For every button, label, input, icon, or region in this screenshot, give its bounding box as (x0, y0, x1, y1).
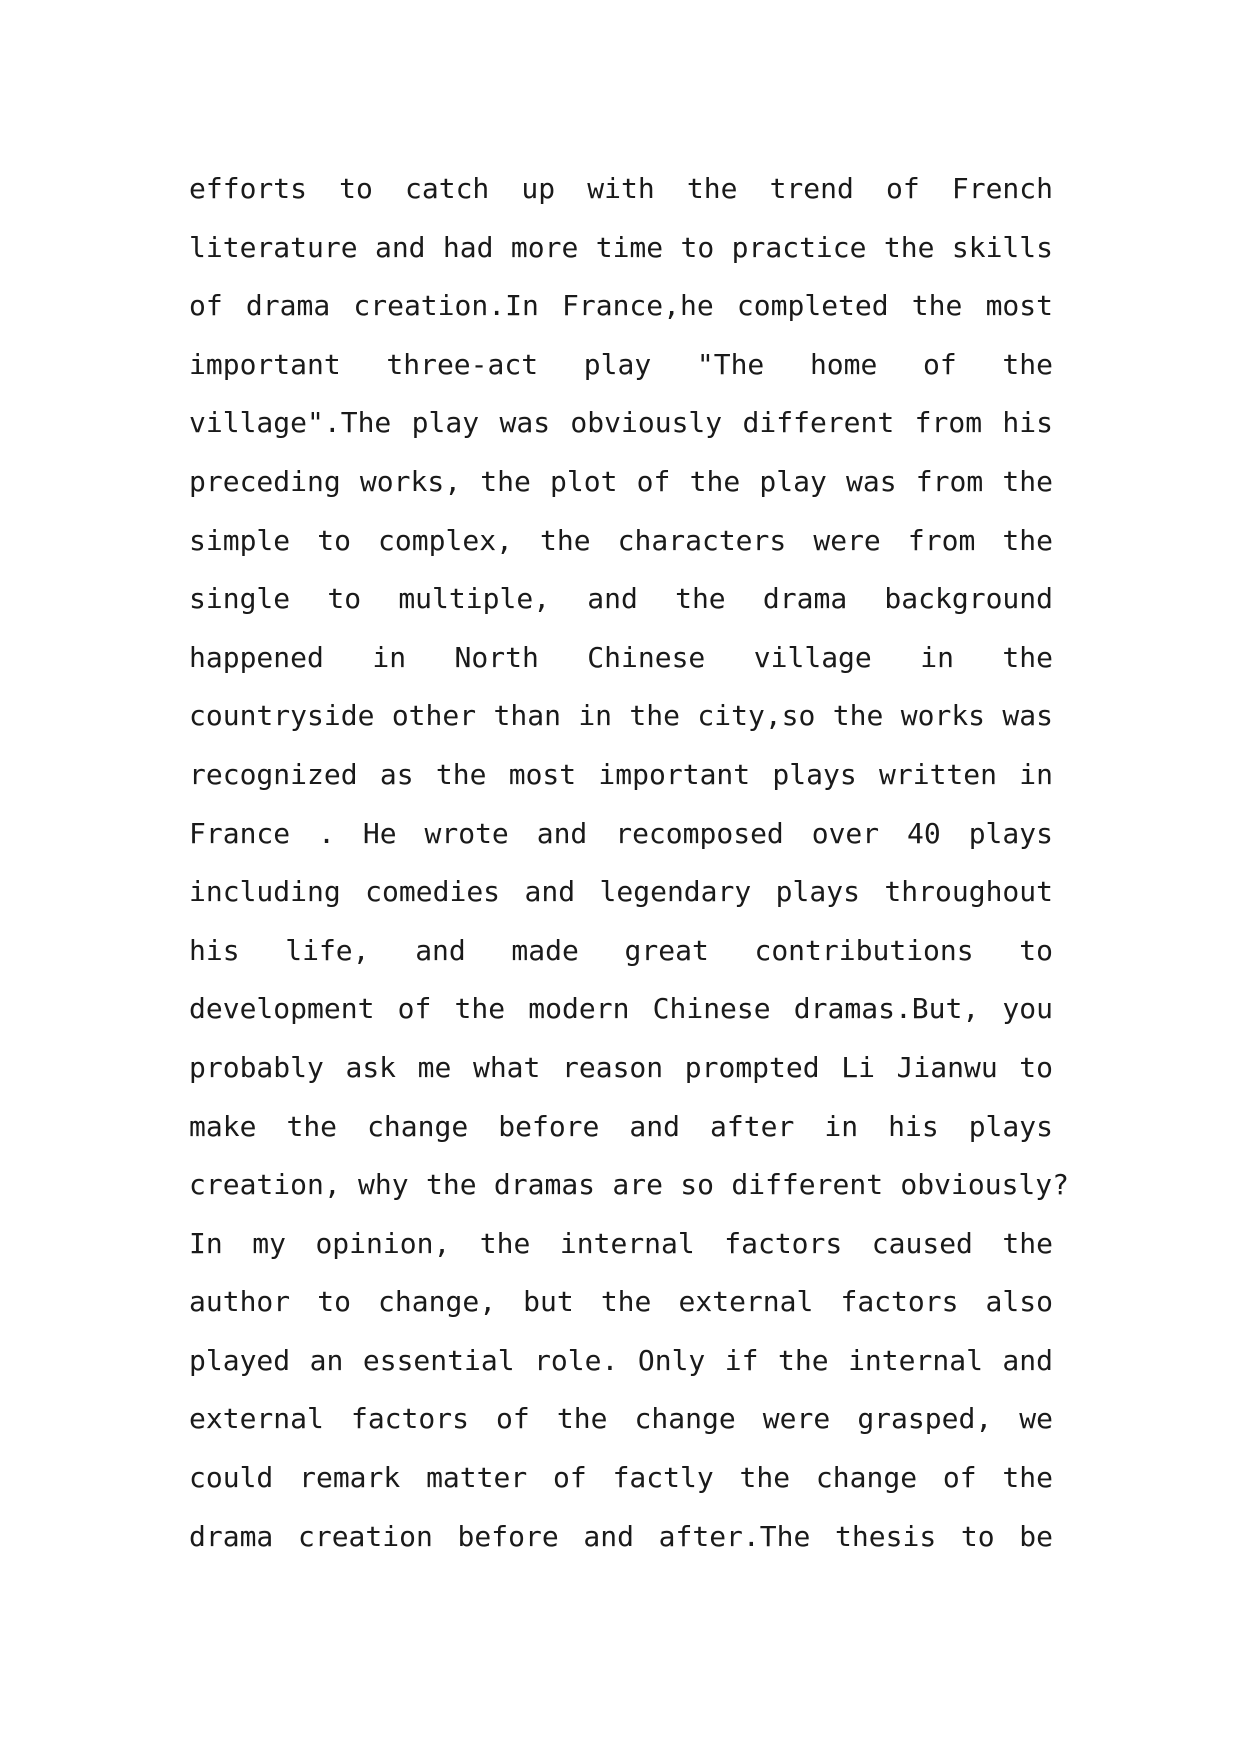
text-line: author to change, but the external factors also (189, 1285, 1053, 1319)
text-line: including comedies and legendary plays throughout (189, 875, 1053, 909)
text-line: important three-act play "The home of the (189, 347, 1053, 381)
text-line: In my opinion, the internal factors caused the (189, 1226, 1053, 1260)
text-line: simple to complex, the characters were from the (189, 523, 1053, 557)
text-line: literature and had more time to practice the skills (189, 230, 1053, 264)
text-line: France . He wrote and recomposed over 40 plays (189, 816, 1053, 850)
text-line: village".The play was obviously different from his (189, 406, 1053, 440)
text-line: creation, why the dramas are so different obviously? (189, 1168, 1069, 1202)
text-line: played an essential role. Only if the internal and (189, 1343, 1053, 1377)
text-line: probably ask me what reason prompted Li Jianwu to (189, 1050, 1053, 1084)
text-line: external factors of the change were grasped, we (189, 1402, 1053, 1436)
text-line: development of the modern Chinese dramas.But, you (189, 992, 1053, 1026)
text-line: recognized as the most important plays written in (189, 757, 1053, 791)
text-line: drama creation before and after.The thesis to be (189, 1519, 1053, 1553)
text-line: his life, and made great contributions to (189, 933, 1053, 967)
text-line: countryside other than in the city,so the works was (189, 699, 1053, 733)
text-line: happened in North Chinese village in the (189, 640, 1053, 674)
text-line: single to multiple, and the drama background (189, 582, 1053, 616)
body-text (189, 160, 1069, 1566)
text-line: preceding works, the plot of the play was from the (189, 464, 1053, 498)
text-line: make the change before and after in his plays (189, 1109, 1053, 1143)
text-line: could remark matter of factly the change of the (189, 1461, 1053, 1495)
text-line: efforts to catch up with the trend of French (189, 172, 1053, 205)
text-line: of drama creation.In France,he completed the most (189, 289, 1053, 323)
